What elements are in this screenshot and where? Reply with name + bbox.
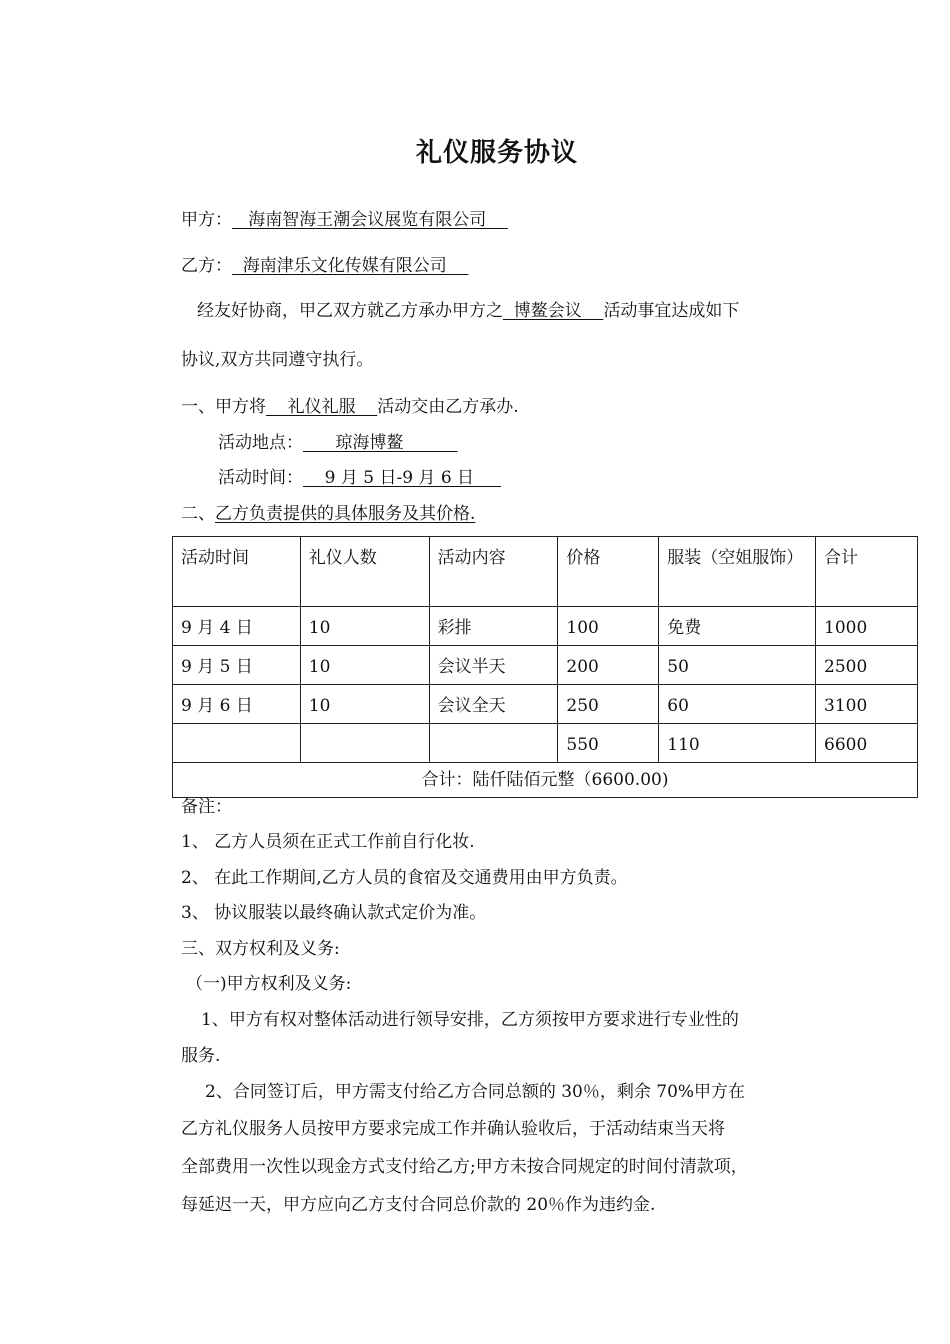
note-item: 3、 协议服装以最终确认款式定价为准。	[181, 903, 487, 923]
location-label: 活动地点：	[218, 433, 303, 453]
header-cell: 服装（空姐服饰）	[659, 537, 816, 607]
party-b-label: 乙方：	[181, 256, 232, 276]
table-cell: 10	[300, 607, 429, 646]
table-row	[173, 685, 918, 724]
table-row	[173, 607, 918, 646]
table-total-row	[173, 763, 918, 798]
table-cell: 60	[659, 685, 816, 724]
section1-post: 活动交由乙方承办.	[377, 397, 519, 417]
table-cell: 250	[558, 685, 659, 724]
table-cell: 9 月 5 日	[173, 646, 301, 685]
table-row	[173, 724, 918, 763]
table-cell: 10	[300, 685, 429, 724]
price-table	[172, 536, 918, 798]
table-total: 合计：陆仟陆佰元整（6600.00)	[173, 763, 918, 798]
notes-label: 备注：	[181, 797, 232, 817]
table-cell: 200	[558, 646, 659, 685]
table-cell: 50	[659, 646, 816, 685]
table-cell: 550	[558, 724, 659, 763]
event-name: 博鳌会议	[503, 301, 604, 321]
intro-text: 经友好协商，甲乙双方就乙方承办甲方之	[197, 301, 503, 321]
table-cell	[429, 724, 558, 763]
table-cell: 9 月 4 日	[173, 607, 301, 646]
intro-line-2: 协议,双方共同遵守执行。	[181, 350, 374, 370]
paragraph-line: 服务.	[181, 1046, 221, 1066]
paragraph-line: 2、合同签订后，甲方需支付给乙方合同总额的 30％，剩余 70%甲方在	[205, 1082, 746, 1102]
header-cell: 活动时间	[173, 537, 301, 607]
paragraph-line: 1、甲方有权对整体活动进行领导安排，乙方须按甲方要求进行专业性的	[201, 1010, 739, 1030]
time-line	[218, 466, 501, 490]
table-cell: 10	[300, 646, 429, 685]
table-header-row	[173, 537, 918, 607]
section1-pre: 一、甲方将	[181, 397, 266, 417]
header-cell: 礼仪人数	[300, 537, 429, 607]
table-cell	[173, 724, 301, 763]
section2-line	[181, 502, 475, 526]
document-title: 礼仪服务协议	[415, 138, 578, 168]
table-row	[173, 646, 918, 685]
party-a-value: 海南智海王潮会议展览有限公司	[232, 210, 508, 230]
location-value: 琼海博鳌	[303, 433, 458, 453]
time-label: 活动时间：	[218, 468, 303, 488]
location-line	[218, 431, 457, 455]
table-cell: 免费	[659, 607, 816, 646]
party-a-label: 甲方：	[181, 210, 232, 230]
table-cell: 6600	[816, 724, 918, 763]
time-value: 9 月 5 日-9 月 6 日	[303, 468, 502, 488]
header-cell: 活动内容	[429, 537, 558, 607]
table-cell: 2500	[816, 646, 918, 685]
paragraph-line: 每延迟一天，甲方应向乙方支付合同总价款的 20％作为违约金.	[181, 1195, 656, 1215]
section3-sub1: （一)甲方权利及义务:	[186, 974, 352, 994]
party-b-line	[181, 254, 468, 278]
table-cell: 100	[558, 607, 659, 646]
intro-line-1	[197, 299, 739, 323]
header-cell: 合计	[816, 537, 918, 607]
party-b-value: 海南津乐文化传媒有限公司	[232, 256, 469, 276]
section1-item: 礼仪礼服	[266, 397, 378, 417]
table-cell: 会议全天	[429, 685, 558, 724]
paragraph-line: 全部费用一次性以现金方式支付给乙方;甲方未按合同规定的时间付清款项，	[181, 1157, 748, 1177]
table-cell: 会议半天	[429, 646, 558, 685]
table-cell: 1000	[816, 607, 918, 646]
party-a-line	[181, 208, 508, 232]
table-cell	[300, 724, 429, 763]
intro-text-end: 活动事宜达成如下	[603, 301, 740, 321]
paragraph-line: 乙方礼仪服务人员按甲方要求完成工作并确认验收后，于活动结束当天将	[181, 1119, 725, 1139]
section3-title: 三、双方权利及义务:	[181, 939, 340, 959]
header-cell: 价格	[558, 537, 659, 607]
note-item: 2、 在此工作期间,乙方人员的食宿及交通费用由甲方负责。	[181, 868, 628, 888]
section1-line	[181, 395, 519, 419]
section2-prefix: 二、	[181, 504, 215, 524]
table-cell: 9 月 6 日	[173, 685, 301, 724]
section2-title: 乙方负责提供的具体服务及其价格.	[215, 504, 476, 524]
note-item: 1、 乙方人员须在正式工作前自行化妆.	[181, 832, 475, 852]
table-cell: 彩排	[429, 607, 558, 646]
table-cell: 3100	[816, 685, 918, 724]
table-cell: 110	[659, 724, 816, 763]
